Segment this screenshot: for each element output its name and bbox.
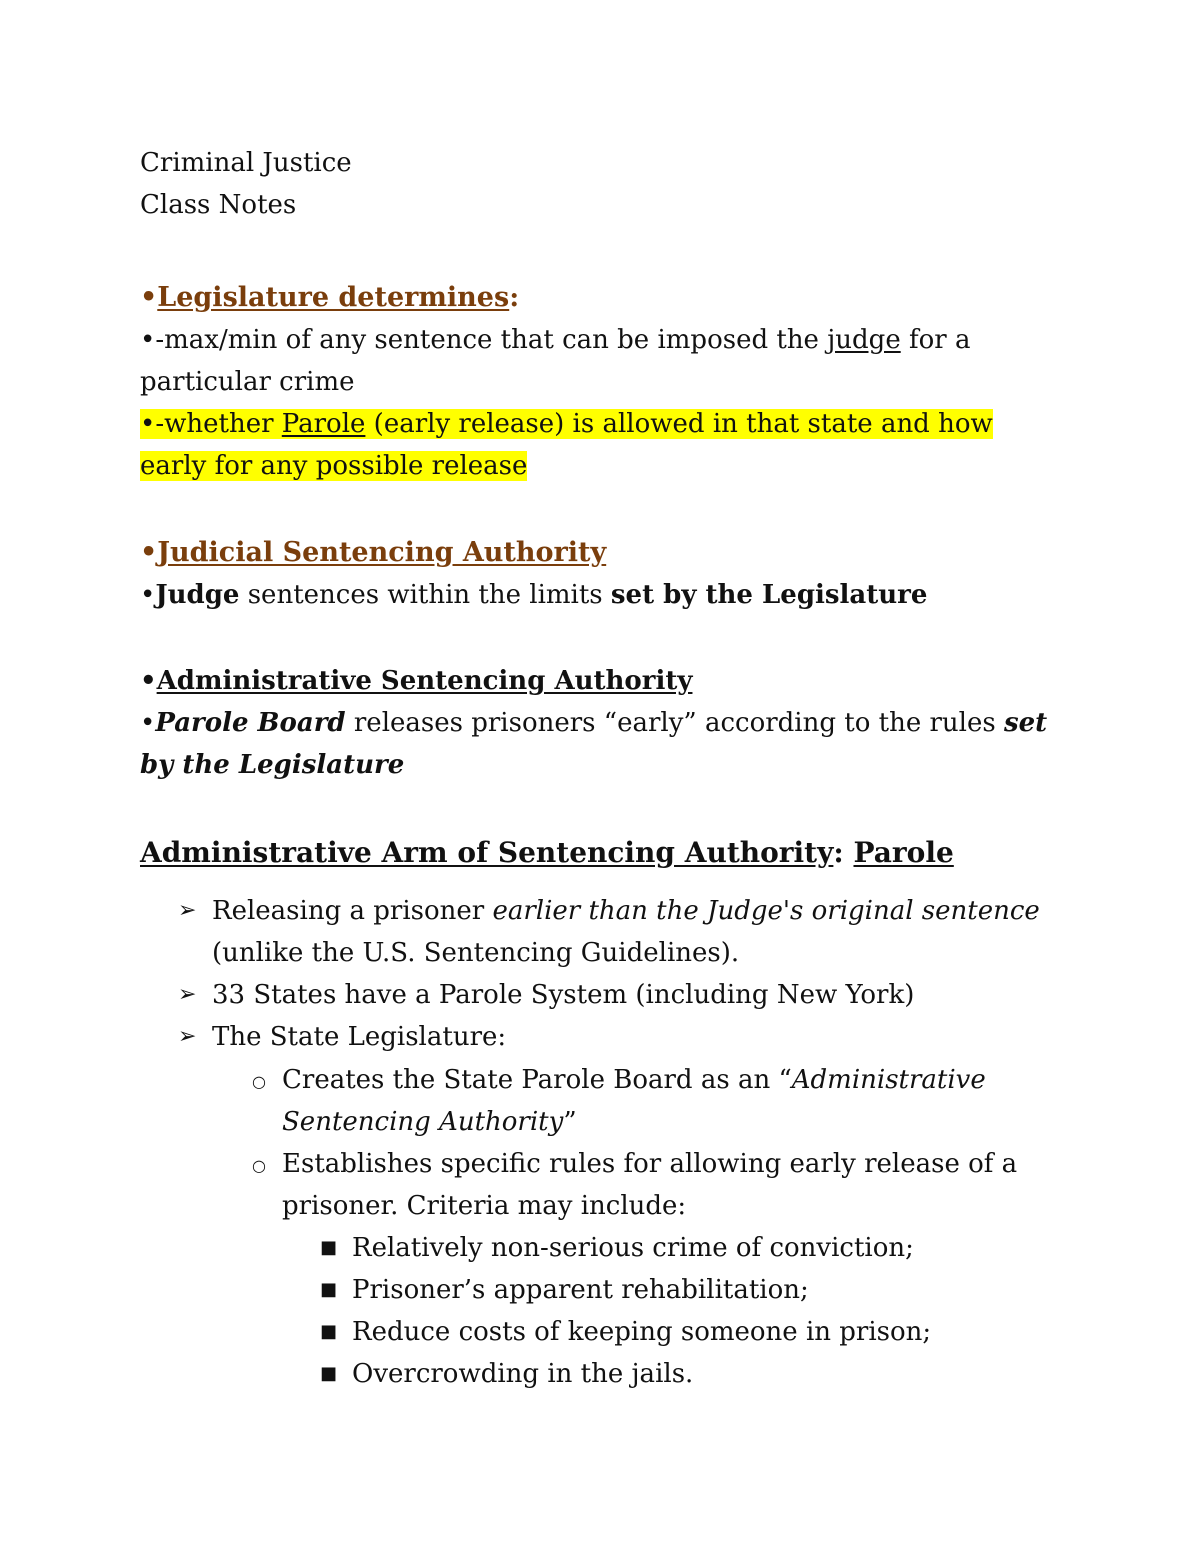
judicial-heading: •Judicial Sentencing Authority bbox=[140, 537, 607, 568]
list-item: ■ Relatively non-serious crime of conviction; bbox=[320, 1227, 1070, 1269]
parole-link: Parole bbox=[281, 409, 366, 439]
square-bullet-icon: ■ bbox=[320, 1279, 338, 1300]
circle-bullet-icon: ○ bbox=[252, 1156, 266, 1175]
notes-subtitle: Class Notes bbox=[140, 190, 297, 220]
list-item: ■ Reduce costs of keeping someone in prison; bbox=[320, 1311, 1070, 1353]
arm-section bbox=[140, 832, 1060, 874]
arrow-bullet-icon: ➢ bbox=[178, 1024, 197, 1049]
legislature-heading-text: Legislature determines bbox=[157, 282, 510, 313]
administrative-heading-text: Administrative Sentencing Authority bbox=[156, 666, 693, 696]
legislature-sublist bbox=[250, 1059, 1070, 1227]
administrative-section bbox=[140, 660, 1060, 786]
legislature-heading: •Legislature determines: bbox=[140, 282, 520, 313]
criteria-list bbox=[320, 1227, 1070, 1395]
administrative-heading: •Administrative Sentencing Authority bbox=[140, 666, 693, 696]
list-item: ○ Creates the State Parole Board as an “Administrative Sentencing Authority” bbox=[250, 1059, 1070, 1143]
administrative-line: •Parole Board releases prisoners “early” according to the rules set by the Legislature bbox=[140, 708, 1048, 780]
judicial-heading-text: Judicial Sentencing Authority bbox=[157, 537, 607, 568]
arm-heading: Administrative Arm of Sentencing Authority: Parole bbox=[140, 836, 954, 869]
arrow-bullet-icon: ➢ bbox=[178, 982, 197, 1007]
judicial-section bbox=[140, 532, 1060, 616]
list-item: ➢ 33 States have a Parole System (including New York) bbox=[180, 974, 1070, 1016]
list-item: ➢ The State Legislature: bbox=[180, 1016, 1070, 1058]
list-item: ■ Overcrowding in the jails. bbox=[320, 1353, 1070, 1395]
square-bullet-icon: ■ bbox=[320, 1321, 338, 1342]
list-item: ■ Prisoner’s apparent rehabilitation; bbox=[320, 1269, 1070, 1311]
document-header bbox=[140, 142, 1060, 226]
highlighted-text: •-whether Parole (early release) is allowed in that state and how early for any possible release bbox=[140, 409, 993, 481]
list-item: ○ Establishes specific rules for allowing early release of a prisoner. Criteria may include: bbox=[250, 1143, 1070, 1227]
judge-link: judge bbox=[827, 325, 901, 355]
legislature-item-parole bbox=[140, 403, 1060, 487]
course-title: Criminal Justice bbox=[140, 148, 352, 178]
legislature-section bbox=[140, 277, 1060, 487]
legislature-item-max-min: •-max/min of any sentence that can be imposed the judge for a particular crime bbox=[140, 325, 971, 397]
arrow-bullet-icon: ➢ bbox=[178, 898, 197, 923]
parole-list bbox=[180, 890, 1070, 1058]
circle-bullet-icon: ○ bbox=[252, 1072, 266, 1091]
judicial-line: •Judge sentences within the limits set by the Legislature bbox=[140, 580, 928, 610]
square-bullet-icon: ■ bbox=[320, 1363, 338, 1384]
square-bullet-icon: ■ bbox=[320, 1237, 338, 1258]
list-item: ➢ Releasing a prisoner earlier than the Judge's original sentence (unlike the U.S. Sentencing Guidelines). bbox=[180, 890, 1070, 974]
